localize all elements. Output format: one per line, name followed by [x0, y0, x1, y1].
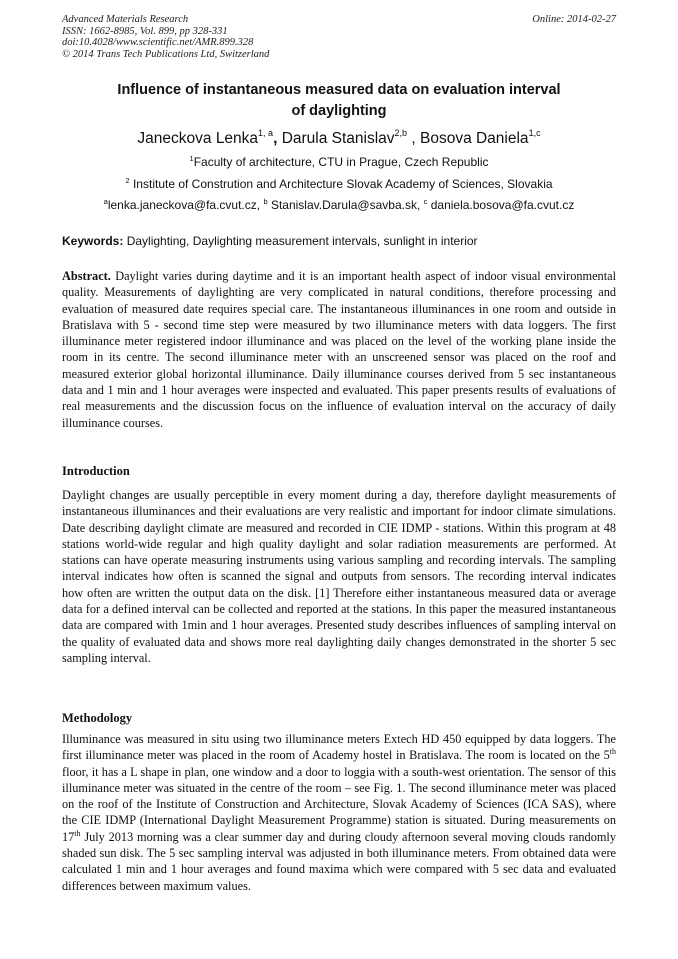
email-c: daniela.bosova@fa.cvut.cz — [427, 198, 575, 212]
methodology-paragraph — [62, 731, 616, 894]
email-c-marker: c — [423, 197, 428, 206]
email-a: lenka.janeckova@fa.cvut.cz, — [107, 198, 264, 212]
ordinal-superscript: th — [609, 747, 616, 757]
email-line — [62, 198, 616, 213]
abstract-label: Abstract. — [62, 269, 111, 283]
introduction-heading: Introduction — [62, 464, 130, 478]
author-2-marker: 2,b — [394, 128, 408, 138]
title-line-1: Influence of instantaneous measured data on evaluation interval — [117, 82, 561, 98]
author-1-marker: 1, a — [258, 128, 274, 138]
email-a-marker: a — [103, 197, 108, 206]
keywords-text: Daylighting, Daylighting measurement intervals, sunlight in interior — [123, 234, 478, 248]
author-separator: , — [407, 130, 420, 147]
methodology-text-2: floor, it has a L shape in plan, one window and a door to loggia with a south-west orientation. The sensor of this illuminance meter was situated in the centre of the room – see Fig. 1. The second illuminance meter was placed on the roof of the Institute of Construction and Architecture, Slovak Academy of Sciences (ICA SAS), where the CIE IDMP (International Daylight Measurement Programme) station is situated. During measurements on 17 — [62, 764, 616, 844]
methodology-heading: Methodology — [62, 711, 133, 725]
author-1: Janeckova Lenka — [137, 130, 259, 147]
paper-title — [62, 80, 616, 122]
email-b-marker: b — [263, 197, 268, 206]
keywords — [62, 234, 616, 249]
doi: doi:10.4028/www.scientific.net/AMR.899.328 — [62, 37, 254, 48]
journal-header — [62, 14, 616, 60]
author-separator: , — [273, 130, 282, 147]
author-2: Darula Stanislav — [281, 130, 395, 147]
author-3-marker: 1,c — [528, 128, 541, 138]
ordinal-superscript: th — [74, 828, 81, 838]
email-b: Stanislav.Darula@savba.sk, — [267, 198, 424, 212]
author-list — [62, 129, 616, 149]
affiliation-1-marker: 1 — [189, 154, 194, 163]
keywords-label: Keywords: — [62, 234, 124, 248]
abstract-text: Daylight varies during daytime and it is an important health aspect of indoor visual environmental quality. Measurements of daylighting are very complicated in natural conditions, therefore processing and evaluation of measured date requires special care. The instantaneous illuminances in one room and outside in Bratislava with 5 - second time step were measured by two illuminance meters with data loggers. The first illuminance meter registered indoor illuminance and was placed on the level of the working plane inside the room in its centre. The second illuminance meter with an unscreened sensor was placed on the roof and measured exterior global horizontal illuminance. Daily illuminance courses derived from 5 sec instantaneous data and 1 min and 1 hour averages were inspected and evaluated. This paper presents results of evaluations of real measurements and the discussion focus on the influence of evaluation interval on the accuracy of daily illuminance courses. — [62, 269, 616, 430]
methodology-text-1: Illuminance was measured in situ using two illuminance meters Extech HD 450 equipped by data loggers. The first illuminance meter was placed in the room of Academy hostel in Bratislava. The room is located on the 5 — [62, 732, 616, 763]
affiliation-2-marker: 2 — [125, 176, 130, 185]
copyright: © 2014 Trans Tech Publications Ltd, Switzerland — [62, 48, 270, 60]
abstract-paragraph — [62, 268, 616, 431]
methodology-text-3: July 2013 morning was a clear summer day and during cloudy afternoon several moving clouds randomly shaded sun disk. The 5 sec sampling interval was adjusted in both illuminance meters. From obtained data were calculated 1 min and 1 hour averages and found maxima which were compared with 5 sec data and evaluated differences between maximum values. — [62, 829, 616, 893]
affiliation-2-text: Institute of Constrution and Architecture Slovak Academy of Sciences, Slovakia — [129, 177, 553, 191]
affiliation-2 — [62, 177, 616, 192]
affiliation-1 — [62, 155, 616, 170]
online-date: Online: 2014-02-27 — [532, 14, 616, 25]
journal-name: Advanced Materials Research — [62, 14, 189, 25]
title-line-2: of daylighting — [291, 103, 387, 119]
affiliation-1-text: Faculty of architecture, CTU in Prague, Czech Republic — [193, 155, 489, 169]
author-3: Bosova Daniela — [419, 130, 529, 147]
issn: ISSN: 1662-8985, Vol. 899, pp 328-331 — [62, 25, 228, 37]
introduction-paragraph: Daylight changes are usually perceptible in every moment during a day, therefore daylight measurements of instantaneous illuminances and their evaluations are very realistic and important for indoor climate simulations. Date describing daylight climate are measured and recorded in CIE IDMP - stations. Within this program at 48 stations world-wide regular and high quality daylight and solar radiation measurements are performed. At stations can have operate measuring instruments using various sampling and recording intervals. The sampling interval indicates how often is scanned the signal and outputs from sensors. The recording interval indicates how often are written the output data on the disk. [1] Therefore either instantaneous measured data or average data for a defined interval can be collected and reported at the stations. In this paper the measured instantaneous data are compared with 1min and 1 hour averages. Presented study describes influences of sampling interval on the quality of evaluated data and shows more real daylighting daily changes demonstrated in the shorter 5 sec sampling interval. — [62, 488, 616, 665]
